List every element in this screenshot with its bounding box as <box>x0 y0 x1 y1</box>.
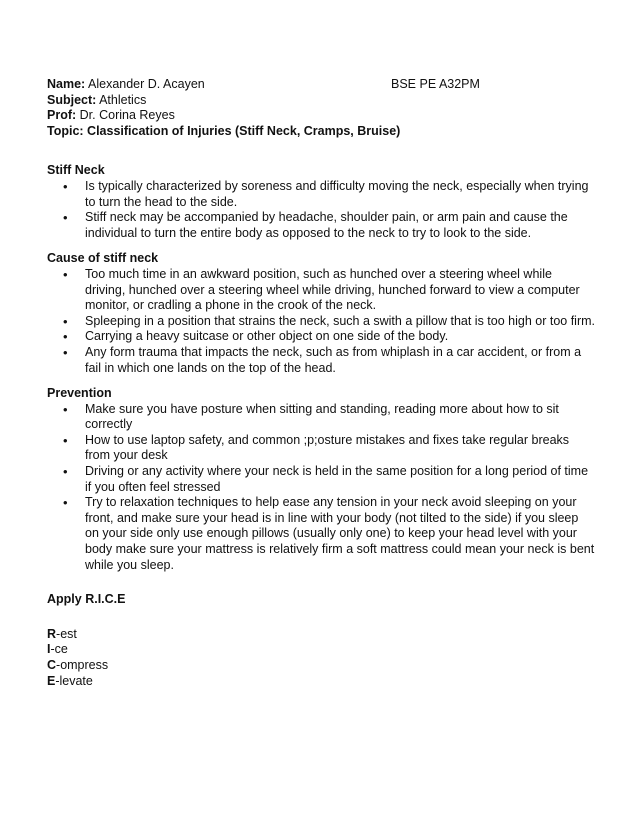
prevention-list <box>47 402 595 574</box>
prevention-heading: Prevention <box>47 386 112 401</box>
bullet-icon: • <box>63 401 68 417</box>
topic-line <box>47 124 595 140</box>
list-item: • Stiff neck may be accompanied by headache, shoulder pain, or arm pain and cause the individual to turn the entire body as opposed to the neck to try to look to the side. <box>63 210 568 240</box>
topic-value: Classification of Injuries (Stiff Neck, Cramps, Bruise) <box>83 123 401 138</box>
cause-list <box>47 267 595 376</box>
bullet-icon: • <box>63 344 68 360</box>
subject-value: Athletics <box>96 92 147 107</box>
list-item: • Try to relaxation techniques to help ease any tension in your neck avoid sleeping on your front, and make sure your head is in line with your body (not tilted to the side) if you sleep on your side only use enough pillows (usually only one) to keep your head level with your body make sure your mattress is relatively firm a soft mattress could mean your neck is bent while you sleep. <box>63 495 595 572</box>
bullet-icon: • <box>63 432 68 448</box>
list-item: • Too much time in an awkward position, such as hunched over a steering wheel while driving, hunched over a steering wheel while driving, hunched forward to view a computer monitor, or cradling a phone in the crook of the neck. <box>63 266 580 313</box>
subject-label: Subject: <box>47 92 97 107</box>
bullet-icon: • <box>63 329 68 345</box>
name-value: Alexander D. Acayen <box>85 77 205 91</box>
list-item: • How to use laptop safety, and common ;p;osture mistakes and fixes take regular breaks from your desk <box>63 432 570 463</box>
rice-ice-line: I-ce <box>47 642 68 657</box>
name-label: Name: <box>47 77 86 91</box>
list-item: • Driving or any activity where your neck is held in the same position for a long period of time if you often feel stressed <box>63 464 589 494</box>
bullet-icon: • <box>63 464 68 480</box>
cause-heading: Cause of stiff neck <box>47 251 159 266</box>
prof-value: Dr. Corina Reyes <box>76 108 175 123</box>
list-item: • Any form trauma that impacts the neck, such as from whiplash in a car accident, or from a fail in which one lands on the top of the head. <box>63 344 582 375</box>
course-code: BSE PE A32PM <box>391 77 480 91</box>
stiff-neck-heading: Stiff Neck <box>47 163 105 178</box>
rice-elevate-line: E-levate <box>47 673 93 688</box>
topic-label: Topic: <box>47 123 84 138</box>
stiff-neck-list <box>47 179 595 241</box>
list-item: • Carrying a heavy suitcase or other object on one side of the body. <box>63 329 449 345</box>
list-item: • Is typically characterized by soreness and difficulty moving the neck, especially when trying to turn the head to the side. <box>63 178 589 209</box>
bullet-icon: • <box>63 178 68 194</box>
name-line <box>47 77 595 93</box>
prof-label: Prof: <box>47 108 77 123</box>
bullet-icon: • <box>63 210 68 226</box>
bullet-icon: • <box>63 495 68 511</box>
rice-heading: Apply R.I.C.E <box>47 592 126 607</box>
subject-line <box>47 93 595 109</box>
list-item: • Spleeping in a position that strains the neck, such a swith a pillow that is too high or too firm. <box>63 313 595 329</box>
document-page <box>47 77 595 689</box>
rice-compress-line: C-ompress <box>47 658 109 672</box>
bullet-icon: • <box>63 313 68 329</box>
rice-rest-line: R-est <box>47 626 77 641</box>
list-item: • Make sure you have posture when sitting and standing, reading more about how to sit correctly <box>63 401 559 432</box>
bullet-icon: • <box>63 266 68 282</box>
prof-line <box>47 108 595 124</box>
